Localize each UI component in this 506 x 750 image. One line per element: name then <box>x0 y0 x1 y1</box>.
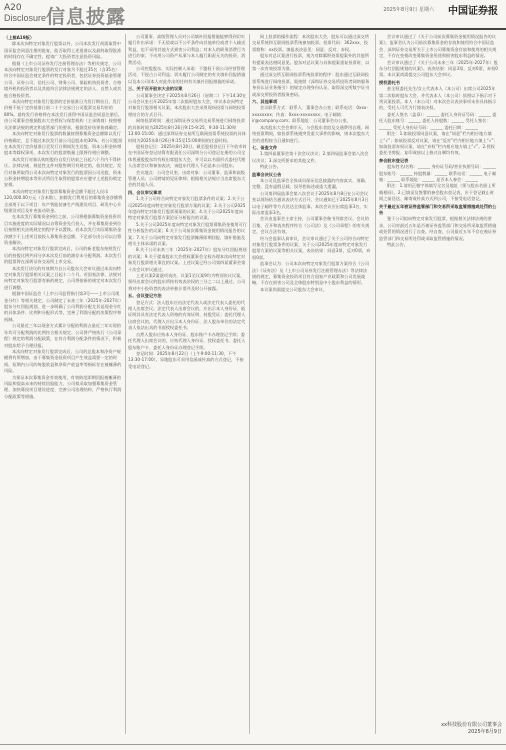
paper-name: 中国证券报 <box>448 6 498 17</box>
paragraph: 本次向特定对象发行股票的数量按照募集资金总额除以发行价格确定，且不超过本次发行前公司总股本的30%。若公司股票在本次发行定价基准日至发行日期间发生送股、资本公积金转增股本等除权事项，本次发行的股票数量上限将作相应调整。 <box>4 131 123 156</box>
paragraph: 会议联系方式：联系人：董事会办公室；联系电话：0xxx-xxxxxxxx；传真：0xxx-xxxxxxxx；电子邮箱：ir@company.com；联系地址：公司董事会办公室。 <box>252 105 368 124</box>
section-english: Disclosure <box>4 13 47 23</box>
announcement-footer <box>379 722 502 736</box>
announcement-date: 2025年8月9日 <box>467 729 502 735</box>
section-heading: 监事会决议公告 <box>252 171 282 177</box>
paragraph: 公司董事会决定于2025年8月26日（星期二）下午14:30在公司会议室召开2025年第二次临时股东大会，审议本次向特定对象发行股票相关议案。本次股东大会采用现场投票与网络投票相结合的方式召开。 <box>128 92 247 117</box>
paragraph: 8.关于公司未来三年（2025年-2027年）股东分红回报规划的议案；9.关于提请股东大会授权董事会全权办理本次向特定对象发行股票相关事宜的议案。上述议案已经公司第四届董事会第十次会议审议通过。 <box>128 247 247 272</box>
paragraph: 网络投票时间：通过深圳证券交易所交易系统进行网络投票的具体时间为2025年8月26日9:15-9:25，9:30-11:30和13:00-15:00；通过深圳证券交易所互联网投票系统投票的具体时间为2025年8月26日9:15至15:00期间的任意时间。 <box>128 118 246 143</box>
paragraph: 股权登记日：2025年8月20日。截至股权登记日下午收市时在中国证券登记结算有限责任公司深圳分公司登记在册的公司全体普通股股东均有权出席股东大会，并可以以书面形式委托代理人出席会议和参加表决，该股东代理人不必是本公司股东。 <box>128 143 247 169</box>
paragraph: 监事会认为：公司本次向特定对象发行股票方案符合《公司法》《证券法》及《上市公司证券发行注册管理办法》等法律法规的规定，募集资金投资项目符合国家产业政策和公司发展战略，不存在损害公司及全体股东特别是中小股东利益的情形。 <box>252 261 369 286</box>
paragraph: 特此公告。 <box>387 242 408 247</box>
column-divider <box>249 34 250 734</box>
section-heading: 四、会议审议事项 <box>128 189 162 195</box>
text-column-1 <box>4 34 123 734</box>
paragraph: 会议由监事会主席主持，公司董事会秘书列席会议。会议的召集、召开和表决程序符合《公司法》及《公司章程》的有关规定，会议合法有效。 <box>252 216 370 235</box>
section-heading: 三、关于召开股东大会的议案 <box>128 86 183 92</box>
paragraph: 5.关于公司2025年度向特定对象发行股票募集资金使用可行性分析报告的议案；6.关于公司前次募集资金使用情况报告的议案；7.关于公司向特定对象发行股票摊薄即期回报、填补措施及相关主体承诺的议案。 <box>128 221 247 246</box>
section-heading: 参会股东登记表 <box>379 157 409 163</box>
paragraph: 自然人股东应持本人身份证、股东账户卡办理登记手续；委托代理人出席会议的，应持代理人身份证、授权委托书、委托人股东账户卡、委托人身份证办理登记手续。 <box>128 331 246 350</box>
paragraph: 1.第四届董事会第十次会议决议；2.第四届监事会第八次会议决议；3.深交所要求的其他文件。 <box>252 151 369 163</box>
paragraph: 股东姓名/名称：______ 身份证号码/营业执照号码：______ 股东账号：______ 持股数量：______ 联系电话：______ 电子邮箱：______ 联系地址：______ 是否本人参会：______ <box>379 164 497 182</box>
paragraph: 鉴于公司拟向特定对象发行股票，根据相关法律法规的要求，公司对最近五年是否被证券监管部门和交易所采取监管措施或处罚的情况进行了自查。经自查，公司最近五年不存在被证券监管部门和交易所处罚或采取监管措施的情况。 <box>379 216 497 241</box>
section-heading: 授权委托书 <box>379 79 400 85</box>
section-code: A20 <box>4 3 22 13</box>
paragraph: 本公司及监事会全体成员保证信息披露的内容真实、准确、完整，没有虚假记载、误导性陈述或重大遗漏。 <box>252 177 369 190</box>
text-column-2 <box>128 34 247 734</box>
section-title: 信息披露 <box>46 6 127 28</box>
paragraph: 兹全权委托先生/女士代表本人（本公司）出席公司2025年第二次临时股东大会，并代表本人（本公司）依照以下指示对下列议案投票。本人（本公司）对本次会议表决事项未作具体指示的，受托人可代为行使表决权。 <box>379 86 497 111</box>
paragraph: 根据《上市公司证券发行注册管理办法》等相关规定，公司本次向特定对象发行股票的发行对象为不超过35名（含35名）符合中国证监会规定条件的特定投资者，包括证券投资基金管理公司、证券公司、信托公司、财务公司、保险机构投资者、合格境外机构投资者以及其他符合法律法规规定的法人、自然人或其他合格投资者。 <box>4 60 122 98</box>
section-heading: 五、会议登记方法 <box>128 293 162 299</box>
paragraph: 除本次向特定对象发行股票以外，公司本次发行尚需取得中国证监会同意注册的批复，能否取得上述批准以及最终取得批准的时间存在不确定性，提请广大投资者注意投资风险。 <box>4 41 122 60</box>
paragraph: 公司董事、高级管理人员对公司填补回报措施能够得到切实履行作出承诺：不无偿或以不公平条件向其他单位或者个人输送利益，也不采用其他方式损害公司利益；对本人的职务消费行为进行约束；不动用公司资产从事与本人履行职责无关的投资、消费活动。 <box>128 34 246 65</box>
header-rule <box>0 28 506 30</box>
paragraph: 登记时间：2025年8月22日（上午9:00-11:30，下午13:30-17:00）。异地股东可采用信函或传真的方式登记，不接受电话登记。 <box>128 350 244 369</box>
paragraph: 会议地点：公司会议室。出席对象：公司董事、监事和高级管理人员；公司聘请的见证律师；根据相关法规应当出席股东大会的其他人员。 <box>128 169 246 188</box>
paragraph: 股东对总议案进行投票，视为对除累积投票提案外的其他所有提案表达相同意见。股东对总议案与具体提案重复投票时，以第一次有效投票为准。 <box>252 53 370 72</box>
section-heading: 六、其他事项 <box>252 99 278 105</box>
paragraph: 附注：1.请用正楷字体填写全名及地址（须与股东名册上所载相同）。2.已填妥及签署的参会股东登记表，应于登记截止时间之前送达、邮寄或传真方式到公司，不接受电话登记。 <box>379 183 496 202</box>
paragraph: 本次向特定对象发行股票完成后，公司的新老股东按照发行后的持股比例共同分享本次发行前的滚存未分配利润。本次发行的股票将在深圳证券交易所上市交易。 <box>4 246 122 265</box>
text-column-3 <box>252 34 371 734</box>
paragraph: 通过深交所互联网投票系统投票的程序：股东通过互联网投票系统进行网络投票，需按照《深圳证券交易所投资者网络服务身份认证业务指引》的规定办理身份认证，取得深交所数字证书或深交所投资者服务密码。 <box>252 72 370 97</box>
section-heading: 关于最近五年被证券监管部门和交易所采取监管措施或处罚的公告 <box>379 203 497 215</box>
paragraph: 根据中国证监会《上市公司监管指引第3号——上市公司现金分红》等相关规定，公司制定了未来三年（2025年-2027年）股东分红回报规划，进一步明确了公司利润分配尤其是现金分红的具体条件、比例和分配形式等，完善了利润分配的决策程序和机制。 <box>4 291 122 322</box>
paragraph: 公司最近三年以现金方式累计分配的利润占最近三年实现的年均可分配利润的比例符合相关规定。公司将严格执行《公司章程》规定的利润分配政策，在符合利润分配条件的情况下，积极对股东给予合理回报。 <box>4 323 122 348</box>
paragraph: 本次发行对象认购的股份自发行结束之日起六个月内不得转让。法律法规、规范性文件对限售期另有规定的，依其规定。发行对象所取得公司本次向特定对象发行的股票因公司送股、资本公积金转增股本等形式所衍生取得的股票亦应遵守上述股份锁定安排。 <box>4 156 122 188</box>
paragraph: 登记方式：法人股东应由法定代表人或法定代表人委托的代理人出席会议。法定代表人出席会议的，应出示本人身份证、能证明其具有法定代表人资格的有效证明、持股凭证；委托代理人出席会议的，代理人应出示本人身份证、法人股东单位的法定代表人依法出具的书面授权委托书。 <box>128 299 246 331</box>
section-heading: 七、备查文件 <box>252 144 278 150</box>
paragraph: 会议审议通过了《关于公司未来三年（2025年-2027年）股东分红回报规划的议案》。表决结果：同意3票，反对0票，弃权0票。本议案尚需提交公司股东大会审议。 <box>379 59 498 78</box>
paragraph: 特此公告。 <box>260 164 281 170</box>
paragraph: 会议审议通过了《关于公司前次募集资金使用情况报告的议案》。监事会认为公司前次募集资金的存放和使用符合中国证监会、深圳证券交易所关于上市公司募集资金存放和使用的相关规定，不存在变相改变募集资金用途和损害股东利益的情况。 <box>379 34 497 59</box>
paragraph: 经与会监事认真审议，会议审议通过了关于公司符合向特定对象发行股票条件的议案、关于公司2025年度向特定对象发行股票方案的议案等相关议案，表决结果：同意3票，反对0票，弃权0票。 <box>252 235 371 260</box>
paragraph: 本议案尚需提交公司股东大会审议。 <box>260 286 328 292</box>
paragraph: 网上投票的操作流程：本次股东大会，股东可以通过深交所交易系统和互联网投票系统参加投票。投票代码：362xxx，投票简称：xx投票。填报表决意见：同意、反对、弃权。 <box>252 34 369 52</box>
text-column-4 <box>379 34 498 720</box>
paragraph: 本次发行决议的有效期为自公司股东大会审议通过本次向特定对象发行股票相关议案之日起十二个月。若国家法律、法规对向特定对象发行股票有新的规定，公司将按新的规定对本次发行进行调整。 <box>4 265 122 290</box>
paragraph: 公司第四届监事会第八次会议于2025年8月8日在公司会议室以现场结合通讯表决方式召开。会议通知已于2025年8月3日以电子邮件等方式送达全体监事。本次会议应出席监事3名，实际出席监事3名。 <box>252 190 369 215</box>
paragraph: 在本次发行募集资金到位之前，公司将根据募集资金投资项目实施进度的实际情况以自筹资金先行投入，并在募集资金到位后按照相关法规规定的程序予以置换。若本次发行实际募集资金净额少于上述项目拟投入募集资金总额，不足部分由公司以自筹资金解决。 <box>4 214 122 245</box>
paragraph: 本次向特定对象发行股票的定价基准日为发行期首日，发行价格不低于定价基准日前二十个交易日公司股票交易均价的80%。最终发行价格将在本次发行获得中国证监会同意注册后，由公司董事会根据股东大会授权与保荐机构（主承销商）按照相关法律法规的规定和监管部门的要求，根据竞价结果协商确定。 <box>4 99 123 130</box>
bottom-rule <box>0 744 506 745</box>
page-header <box>0 0 506 30</box>
paragraph: 本次股东大会会期半天，与会股东食宿及交通费用自理。网络投票期间，如投票系统遇突发重大事件的影响，则本次股东大会的进程按当日通知进行。 <box>252 124 370 143</box>
section-heading: （上接A19版） <box>4 35 35 40</box>
paragraph: 本次向特定对象发行股票募集资金总额不超过人民币120,000.00万元（含本数），扣除发行费用后的募集资金净额将全部用于以下项目：年产智能装备生产线建设项目、研发中心升级建设项目及补充流动资金。 <box>4 188 123 213</box>
paragraph: 公司控股股东、实际控制人承诺：不越权干预公司经营管理活动，不侵占公司利益；切实履行公司制定的有关填补回报措施以及本公司/本人对此作出的任何有关填补回报措施的承诺。 <box>128 66 246 84</box>
paragraph: 上述议案2需逐项表决，议案1至议案9均为特别决议议案，须经出席会议的股东所持有效表决权的三分之二以上通过。公司将对中小投资者的表决单独计票并及时公开披露。 <box>128 273 246 291</box>
paragraph: 为保证本次募集资金有效使用，有效防范即期回报被摊薄的风险和提高未来的持续回报能力，公司拟采取加强募集资金管理、加快募投项目建设进度、完善公司治理结构、严格执行利润分配政策等措施。 <box>4 374 122 399</box>
issue-info: 2025年8月9日 星期六 <box>383 7 434 13</box>
company-signature: xx科技股份有限公司董事会 <box>441 722 502 728</box>
paragraph: 附注：1.如欲投票同意议案，请在“同意”栏内相应地方填上“√”；如欲投票反对议案，请在“反对”栏内相应地方填上“√”；如欲投票弃权议案，请在“弃权”栏内相应地方填上“√”。2.授权委托书剪报、复印或按以上格式自制均有效。 <box>379 131 498 156</box>
column-divider <box>125 34 126 734</box>
paragraph: 1.关于公司符合向特定对象发行股票条件的议案；2.关于公司2025年度向特定对象发行股票方案的议案；3.关于公司2025年度向特定对象发行股票预案的议案；4.关于公司2025年度向特定对象发行股票方案论证分析报告的议案。 <box>128 196 246 221</box>
paragraph: 委托人签名（盖章）：______ 委托人身份证号码：______ 委托人股东账号：______ 委托人持股数：______ 受托人签名：______ 受托人身份证号码：______ 委托日期：______ <box>379 111 497 130</box>
paragraph: 本次向特定对象发行股票完成后，公司的总股本和净资产规模将有所增加，由于募集资金投资项目产生效益需要一定的时间，短期内公司的每股收益和净资产收益率等指标存在被摊薄的风险。 <box>4 348 122 374</box>
column-divider <box>375 34 376 734</box>
